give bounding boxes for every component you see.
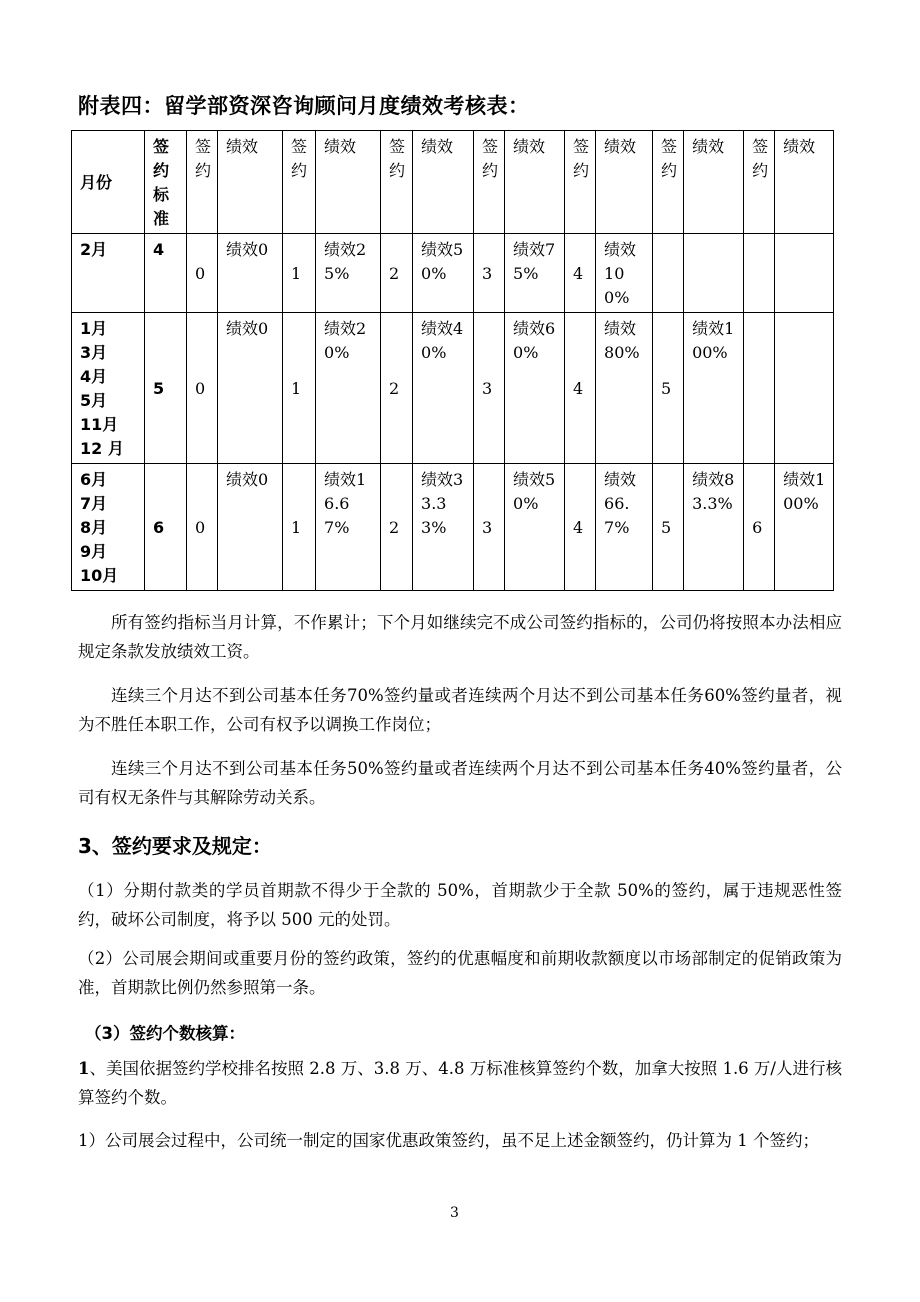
- performance-cell: 绩效25%: [316, 234, 381, 313]
- table-heading: 附表四：留学部资深咨询顾问月度绩效考核表：: [78, 94, 530, 118]
- item-2-exhibition: （2）公司展会期间或重要月份的签约政策，签约的优惠幅度和前期收款额度以市场部制定的促销政策为准，首期款比例仍然参照第一条。: [78, 949, 842, 997]
- row-months: 2月: [72, 234, 145, 313]
- paragraph-no-accumulation: 所有签约指标当月计算，不作累计；下个月如继续完不成公司签约指标的，公司仍将按照本办法相应规定条款发放绩效工资。: [78, 613, 842, 661]
- sign-count-cell: 2: [381, 313, 413, 464]
- sign-count-cell: 3: [474, 313, 505, 464]
- performance-table: [71, 130, 834, 591]
- paragraph-termination-rule: 连续三个月达不到公司基本任务50%签约量或者连续两个月达不到公司基本任务40%签约量者，公司有权无条件与其解除劳动关系。: [78, 759, 842, 807]
- header-cell: 绩效: [775, 131, 834, 234]
- header-cell: 绩效: [684, 131, 744, 234]
- sign-count-cell: 1: [283, 234, 316, 313]
- performance-cell: 绩效83.3%: [684, 464, 744, 591]
- sign-count-cell: [653, 234, 684, 313]
- sign-count-cell: 2: [381, 234, 413, 313]
- sign-count-cell: [744, 313, 775, 464]
- performance-cell: 绩效75%: [505, 234, 565, 313]
- header-cell: 绩效: [505, 131, 565, 234]
- performance-cell: [775, 234, 834, 313]
- row-months: 1月 3月 4月 5月 11月 12 月: [72, 313, 145, 464]
- header-cell: 绩效: [316, 131, 381, 234]
- performance-cell: 绩效40%: [413, 313, 474, 464]
- performance-cell: [684, 234, 744, 313]
- point-1-number: 1: [78, 1059, 90, 1078]
- sign-count-cell: 4: [565, 464, 596, 591]
- header-cell: 签约: [744, 131, 775, 234]
- section-3-title: 3、签约要求及规定：: [78, 834, 272, 858]
- performance-cell: 绩效80%: [596, 313, 653, 464]
- header-standard: 签约标准: [145, 131, 187, 234]
- row-standard: 6: [145, 464, 187, 591]
- performance-cell: 绩效66.7%: [596, 464, 653, 591]
- table-row: [72, 234, 834, 313]
- sign-count-cell: 4: [565, 313, 596, 464]
- item-3-title: （3）签约个数核算：: [85, 1024, 245, 1043]
- sign-count-cell: 0: [187, 464, 218, 591]
- header-cell: 签约: [187, 131, 218, 234]
- paragraph-reassign-rule: 连续三个月达不到公司基本任务70%签约量或者连续两个月达不到公司基本任务60%签约量者，视为不胜任本职工作，公司有权予以调换工作岗位；: [78, 686, 842, 734]
- header-cell: 绩效: [596, 131, 653, 234]
- performance-cell: 绩效20%: [316, 313, 381, 464]
- header-cell: 绩效: [413, 131, 474, 234]
- sign-count-cell: 2: [381, 464, 413, 591]
- point-1-usa-canada: [78, 1054, 842, 1112]
- table-row: [72, 464, 834, 591]
- performance-cell: 绩效100%: [596, 234, 653, 313]
- header-cell: 签约: [653, 131, 684, 234]
- point-1-text: 、美国依据签约学校排名按照 2.8 万、3.8 万、4.8 万标准核算签约个数，加拿大按照 1.6 万/人进行核算签约个数。: [78, 1059, 842, 1107]
- sign-count-cell: 0: [187, 234, 218, 313]
- table-header-row: [72, 131, 834, 234]
- sign-count-cell: 1: [283, 313, 316, 464]
- header-cell: 签约: [381, 131, 413, 234]
- row-months: 6月 7月 8月 9月 10月: [72, 464, 145, 591]
- sign-count-cell: 0: [187, 313, 218, 464]
- sign-count-cell: 3: [474, 234, 505, 313]
- header-cell: 签约: [283, 131, 316, 234]
- performance-cell: 绩效0: [218, 234, 283, 313]
- sign-count-cell: 5: [653, 464, 684, 591]
- performance-cell: 绩效33.33%: [413, 464, 474, 591]
- row-standard: 5: [145, 313, 187, 464]
- performance-cell: [775, 313, 834, 464]
- sign-count-cell: 1: [283, 464, 316, 591]
- sign-count-cell: [744, 234, 775, 313]
- performance-cell: 绩效0: [218, 313, 283, 464]
- performance-cell: 绩效100%: [775, 464, 834, 591]
- header-cell: 签约: [474, 131, 505, 234]
- performance-cell: 绩效50%: [413, 234, 474, 313]
- performance-cell: 绩效50%: [505, 464, 565, 591]
- performance-cell: 绩效60%: [505, 313, 565, 464]
- header-cell: 绩效: [218, 131, 283, 234]
- sign-count-cell: 6: [744, 464, 775, 591]
- header-month: 月份: [72, 131, 145, 234]
- sign-count-cell: 4: [565, 234, 596, 313]
- performance-cell: 绩效0: [218, 464, 283, 591]
- row-standard: 4: [145, 234, 187, 313]
- header-cell: 签约: [565, 131, 596, 234]
- sign-count-cell: 3: [474, 464, 505, 591]
- item-1-installment: （1）分期付款类的学员首期款不得少于全款的 50%，首期款少于全款 50%的签约，属于违规恶性签约，破坏公司制度，将予以 500 元的处罚。: [78, 881, 842, 929]
- performance-cell: 绩效16.67%: [316, 464, 381, 591]
- sign-count-cell: 5: [653, 313, 684, 464]
- performance-cell: 绩效100%: [684, 313, 744, 464]
- point-1-1-exhibition: 1）公司展会过程中，公司统一制定的国家优惠政策签约，虽不足上述金额签约，仍计算为 1 个签约；: [78, 1131, 819, 1150]
- page-number: 3: [450, 1205, 459, 1221]
- table-row: [72, 313, 834, 464]
